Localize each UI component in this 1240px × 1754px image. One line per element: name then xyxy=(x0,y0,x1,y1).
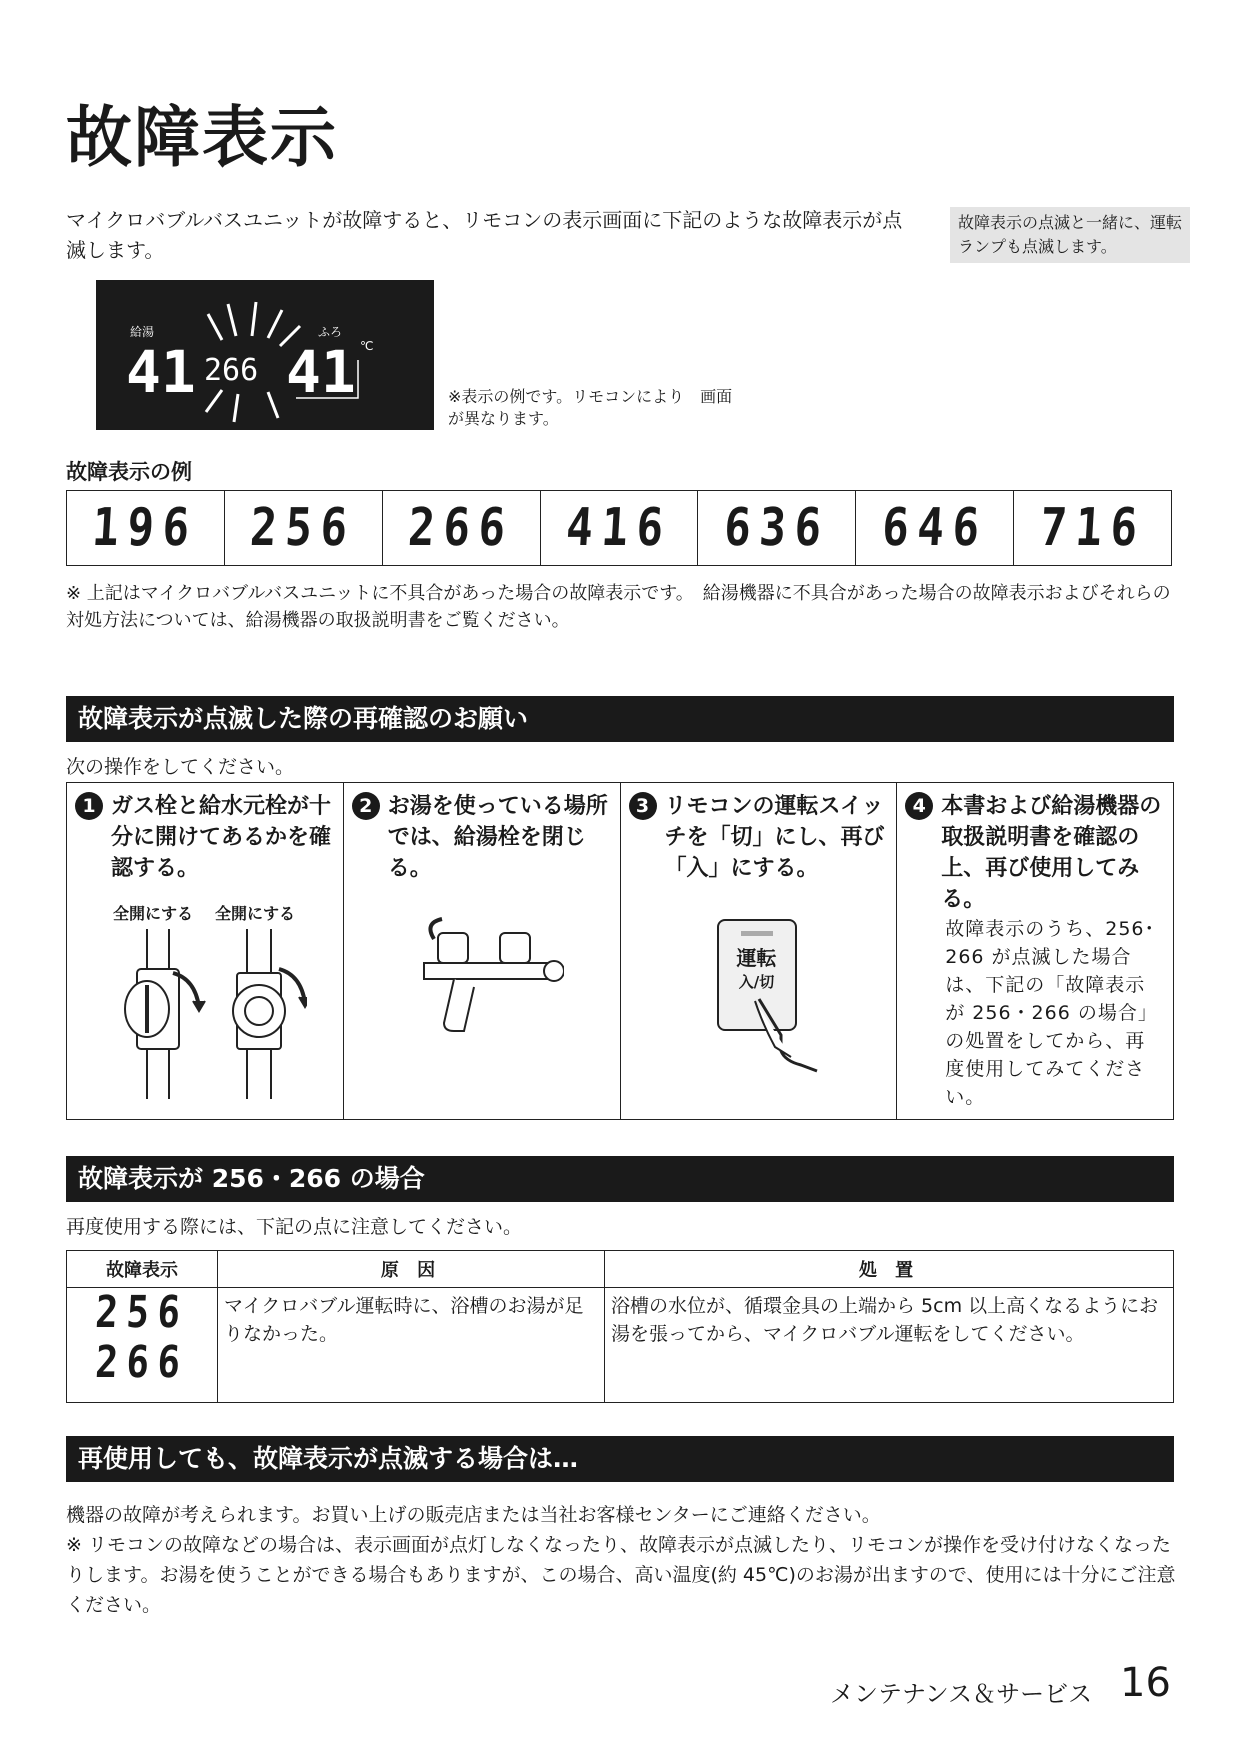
step-number: 3 xyxy=(629,792,657,820)
step-text: リモコンの運転スイッチを「切」にし、再び「入」にする。 xyxy=(664,794,885,881)
section-heading-256-266: 故障表示が 256・266 の場合 xyxy=(66,1156,1174,1202)
steps-panel xyxy=(66,782,1174,1120)
page-number: 16 xyxy=(1120,1660,1171,1706)
code-cell xyxy=(856,491,1014,565)
table-cell-codes xyxy=(67,1288,218,1403)
persistent-text: 機器の故障が考えられます。お買い上げの販売店または当社お客様センターにご連絡ください。 xyxy=(66,1504,881,1526)
error-code: 646 xyxy=(880,498,990,558)
error-code-examples xyxy=(66,490,1172,566)
remote-right-temp: 41 xyxy=(286,338,356,406)
section-heading-recheck: 故障表示が点滅した際の再確認のお願い xyxy=(66,696,1174,742)
footnote-examples: ※ 上記はマイクロバブルバスユニットに不具合があった場合の故障表示です。 給湯機器に不具合があった場合の故障表示およびそれらの対処方法については、給湯機器の取扱説明書をご覧ください。 xyxy=(66,583,1171,631)
valve-caption-2: 全開にする xyxy=(215,904,296,923)
code-cell xyxy=(383,491,541,565)
section-heading-persistent: 再使用しても、故障表示が点滅する場合は… xyxy=(66,1436,1174,1482)
step-3 xyxy=(621,783,898,1119)
code-cell xyxy=(1014,491,1171,565)
code-cell xyxy=(225,491,383,565)
step-number: 2 xyxy=(352,792,380,820)
step-number: 1 xyxy=(75,792,103,820)
error-code: 636 xyxy=(722,498,832,558)
error-code: 266 xyxy=(93,1337,191,1388)
remote-note: ※表示の例です。リモコンにより 画面が異なります。 xyxy=(448,387,733,428)
table-cell-action: 浴槽の水位が、循環金具の上端から 5cm 以上高くなるようにお湯を張ってから、マイクロバブル運転をしてください。 xyxy=(605,1288,1174,1403)
step-number: 4 xyxy=(905,792,933,820)
intro-text: マイクロバブルバスユニットが故障すると、リモコンの表示画面に下記のような故障表示が点滅します。 xyxy=(66,208,903,262)
remote-unit: ℃ xyxy=(360,339,374,353)
remote-display-graphic xyxy=(96,280,434,430)
section-sub-256-266: 再度使用する際には、下記の点に注意してください。 xyxy=(66,1216,523,1238)
valve-caption-1: 全開にする xyxy=(113,904,194,923)
lamp-icon xyxy=(741,931,773,936)
error-code: 266 xyxy=(406,498,516,558)
footer-section: メンテナンス＆サービス xyxy=(830,1680,1093,1708)
error-code: 416 xyxy=(564,498,674,558)
col-header-code: 故障表示 xyxy=(67,1251,218,1288)
step-1 xyxy=(67,783,344,1119)
remote-code: 266 xyxy=(204,353,259,388)
code-cell xyxy=(541,491,699,565)
valves-illustration-icon xyxy=(107,929,307,1099)
power-button-label: 運転 xyxy=(736,946,777,970)
side-note: 故障表示の点滅と一緒に、運転ランプも点滅します。 xyxy=(950,207,1190,263)
remote-label-furo: ふろ xyxy=(318,325,343,339)
hand-pointer-icon xyxy=(751,995,821,1075)
step-4 xyxy=(897,783,1173,1119)
code-cell xyxy=(67,491,225,565)
remote-left-temp: 41 xyxy=(126,338,196,406)
persistent-note: ※ リモコンの故障などの場合は、表示画面が点灯しなくなったり、故障表示が点滅したり、リモコンが操作を受け付けなくなったりします。お湯を使うことができる場合もありますが、この場合、高い温度(約 45℃)のお湯が出ますので、使用には十分にご注意ください。 xyxy=(66,1534,1176,1616)
table-cell-cause: マイクロバブル運転時に、浴槽のお湯が足りなかった。 xyxy=(218,1288,605,1403)
examples-label: 故障表示の例 xyxy=(66,460,192,484)
error-code: 716 xyxy=(1038,498,1148,558)
step-detail: 故障表示のうち、256･266 が点滅した場合は、下記の「故障表示が 256・266 の場合」の処置をしてから、再度使用してみてください。 xyxy=(945,918,1158,1108)
remote-display xyxy=(96,280,434,430)
step-text: 本書および給湯機器の取扱説明書を確認の上、再び使用してみる。 xyxy=(941,794,1162,912)
step-text: お湯を使っている場所では、給湯栓を閉じる。 xyxy=(387,794,608,881)
step-2 xyxy=(344,783,621,1119)
error-code: 256 xyxy=(93,1287,191,1338)
step-text: ガス栓と給水元栓が十分に開けてあるかを確認する。 xyxy=(111,794,332,881)
col-header-action: 処 置 xyxy=(605,1251,1174,1288)
power-button-sublabel: 入/切 xyxy=(738,973,775,991)
table-row xyxy=(67,1288,1174,1403)
error-code: 256 xyxy=(248,498,358,558)
section-sub-recheck: 次の操作をしてください。 xyxy=(66,756,295,778)
faucet-illustration-icon xyxy=(414,913,564,1043)
code-cell xyxy=(698,491,856,565)
error-table xyxy=(66,1250,1174,1403)
remote-label-kyuto: 給湯 xyxy=(130,325,155,339)
page-title: 故障表示 xyxy=(66,99,338,176)
error-code: 196 xyxy=(90,498,200,558)
col-header-cause: 原 因 xyxy=(218,1251,605,1288)
